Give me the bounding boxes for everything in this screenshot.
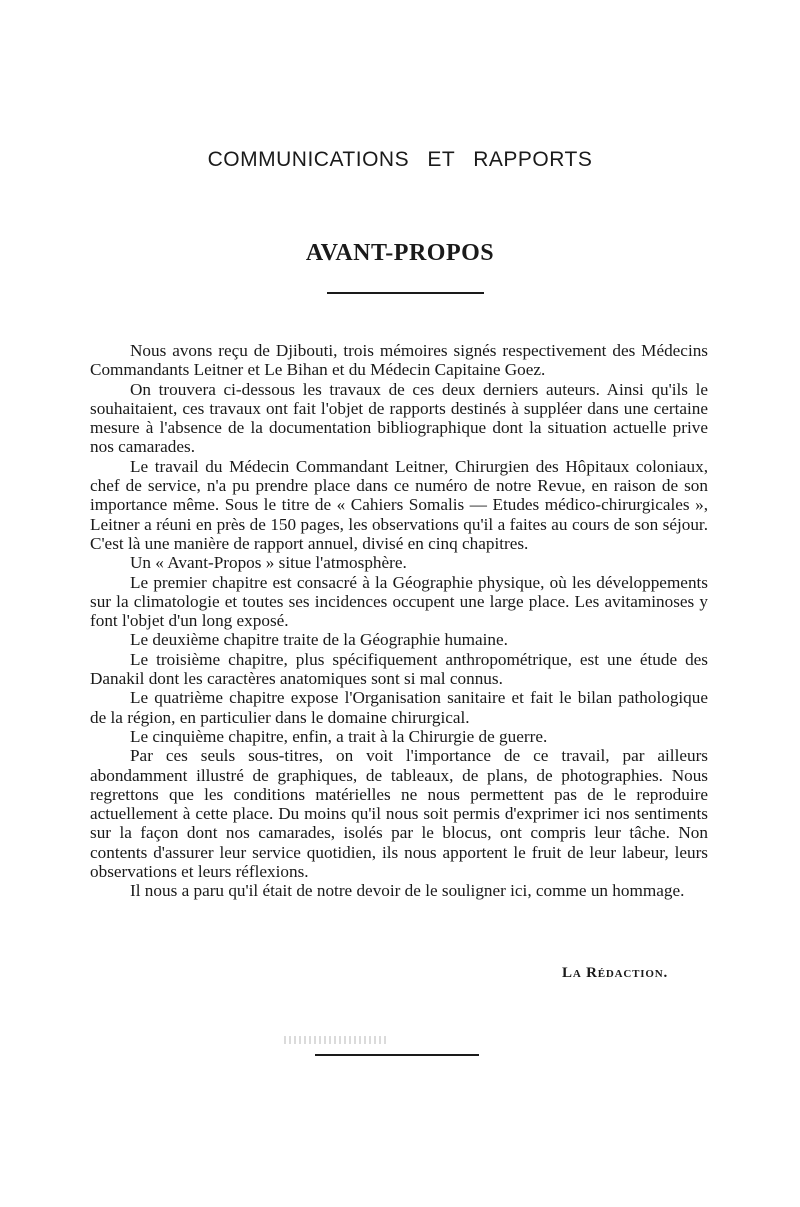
end-divider xyxy=(315,1054,479,1056)
paragraph: Un « Avant-Propos » situe l'atmosphère. xyxy=(130,553,407,573)
title-divider xyxy=(327,292,484,294)
paragraph: On trouvera ci-dessous les travaux de ces deux derniers auteurs. Ainsi qu'ils le souhaitaient, ces travaux ont fait l'objet de rapports destinés à suppléer dans une certaine mesure à l'absence de la documentation bibliographique dont la situation actuelle prive nos camarades. xyxy=(90,379,708,457)
paragraph: Le premier chapitre est consacré à la Géographie physique, où les développements sur la climatologie et toutes ses incidences occupent une large place. Les avitaminoses y font l'objet d'un long exposé. xyxy=(90,572,708,631)
print-smudge xyxy=(284,1036,388,1044)
page-title: AVANT-PROPOS xyxy=(305,240,495,266)
signature: La Rédaction. xyxy=(562,965,668,981)
paragraph: Le cinquième chapitre, enfin, a trait à la Chirurgie de guerre. xyxy=(130,726,548,746)
section-header: COMMUNICATIONS ET RAPPORTS xyxy=(207,148,593,171)
paragraph: Par ces seuls sous-titres, on voit l'importance de ce travail, par ailleurs abondamment illustré de graphiques, de tableaux, de plans, de photographies. Nous regrettons que les conditions matérielles ne nous permettent pas de le reproduire actuellement à cette place. Du moins qu'il nous soit permis d'exprimer ici nos sentiments sur la façon dont nos camarades, isolés par le blocus, ont compris leur tâche. Non contents d'assurer leur service quotidien, ils nous apportent le fruit de leur labeur, leurs observations et leurs réflexions. xyxy=(90,746,708,882)
paragraph: Le travail du Médecin Commandant Leitner, Chirurgien des Hôpitaux coloniaux, chef de service, n'a pu prendre place dans ce numéro de notre Revue, en raison de son importance même. Sous le titre de « Cahiers Somalis — Etudes médico-chirurgicales », Leitner a réuni en près de 150 pages, les observations qu'il a faites au cours de son séjour. C'est là une manière de rapport annuel, divisé en cinq chapitres. xyxy=(90,456,708,553)
paragraph: Le troisième chapitre, plus spécifiquement anthropométrique, est une étude des Danakil dont les caractères anatomiques sont si mal connus. xyxy=(90,649,708,689)
paragraph: Nous avons reçu de Djibouti, trois mémoires signés respectivement des Médecins Commandants Leitner et Le Bihan et du Médecin Capitaine Goez. xyxy=(90,341,708,380)
paragraph: Il nous a paru qu'il était de notre devoir de le souligner ici, comme un hommage. xyxy=(130,881,685,901)
paragraph: Le deuxième chapitre traite de la Géographie humaine. xyxy=(130,630,508,650)
article-body xyxy=(90,341,708,901)
paragraph: Le quatrième chapitre expose l'Organisation sanitaire et fait le bilan pathologique de la région, en particulier dans le domaine chirurgical. xyxy=(90,688,708,727)
